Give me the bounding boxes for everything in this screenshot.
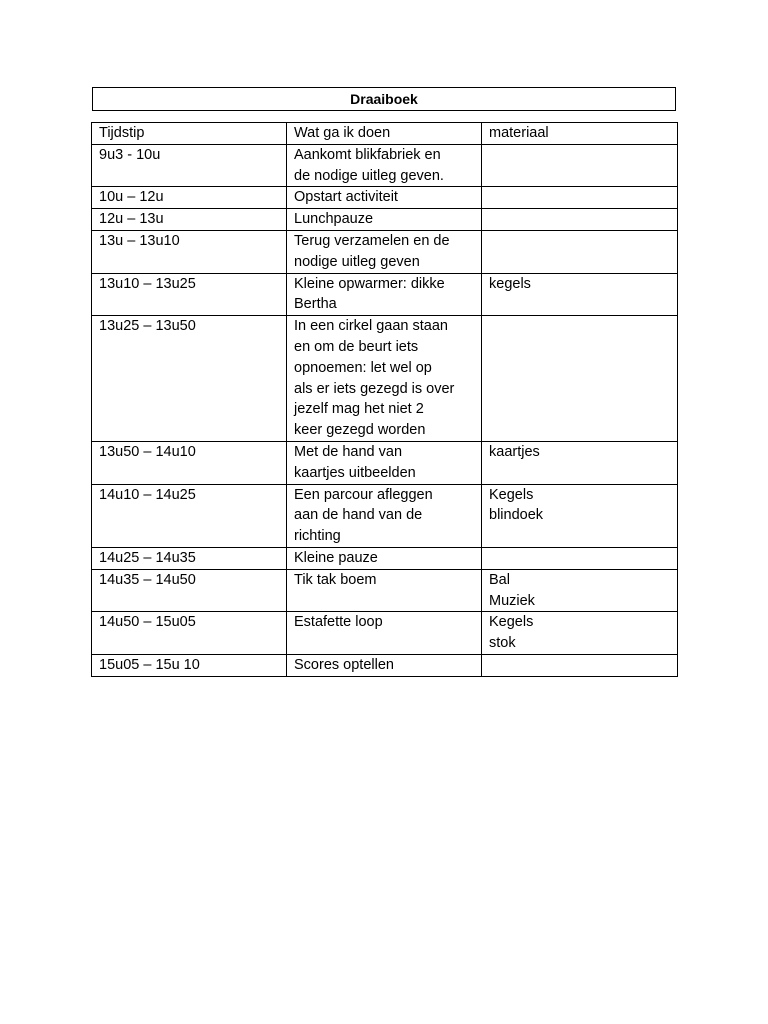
cell-time: 13u10 – 13u25 bbox=[92, 273, 287, 316]
cell-activity: Met de hand van kaartjes uitbeelden bbox=[287, 441, 482, 484]
table-row bbox=[92, 441, 678, 484]
cell-time: 10u – 12u bbox=[92, 187, 287, 209]
document-title: Draaiboek bbox=[92, 87, 676, 111]
cell-material bbox=[482, 209, 678, 231]
cell-material: Bal Muziek bbox=[482, 569, 678, 612]
cell-time: 9u3 - 10u bbox=[92, 144, 287, 187]
cell-material bbox=[482, 316, 678, 442]
table-row bbox=[92, 612, 678, 655]
cell-time: 14u35 – 14u50 bbox=[92, 569, 287, 612]
cell-time: 14u10 – 14u25 bbox=[92, 484, 287, 547]
cell-activity: Aankomt blikfabriek en de nodige uitleg geven. bbox=[287, 144, 482, 187]
cell-material bbox=[482, 654, 678, 676]
header-activity: Wat ga ik doen bbox=[287, 123, 482, 145]
cell-material bbox=[482, 187, 678, 209]
cell-time: 15u05 – 15u 10 bbox=[92, 654, 287, 676]
cell-time: 13u25 – 13u50 bbox=[92, 316, 287, 442]
table-row bbox=[92, 547, 678, 569]
cell-activity: Tik tak boem bbox=[287, 569, 482, 612]
cell-material: Kegels blindoek bbox=[482, 484, 678, 547]
table-row bbox=[92, 209, 678, 231]
cell-time: 13u50 – 14u10 bbox=[92, 441, 287, 484]
cell-material bbox=[482, 144, 678, 187]
table-body bbox=[92, 144, 678, 676]
table-row bbox=[92, 273, 678, 316]
cell-activity: Opstart activiteit bbox=[287, 187, 482, 209]
cell-time: 14u25 – 14u35 bbox=[92, 547, 287, 569]
table-header-row bbox=[92, 123, 678, 145]
cell-time: 12u – 13u bbox=[92, 209, 287, 231]
table-row bbox=[92, 484, 678, 547]
cell-activity: In een cirkel gaan staan en om de beurt iets opnoemen: let wel op als er iets gezegd is over jezelf mag het niet 2 keer gezegd worden bbox=[287, 316, 482, 442]
cell-activity: Scores optellen bbox=[287, 654, 482, 676]
cell-activity: Een parcour afleggen aan de hand van de richting bbox=[287, 484, 482, 547]
header-time: Tijdstip bbox=[92, 123, 287, 145]
table-row bbox=[92, 230, 678, 273]
cell-material bbox=[482, 547, 678, 569]
cell-time: 14u50 – 15u05 bbox=[92, 612, 287, 655]
schedule-table bbox=[91, 122, 678, 677]
table-row bbox=[92, 187, 678, 209]
cell-activity: Estafette loop bbox=[287, 612, 482, 655]
table-row bbox=[92, 316, 678, 442]
cell-activity: Terug verzamelen en de nodige uitleg geven bbox=[287, 230, 482, 273]
header-material: materiaal bbox=[482, 123, 678, 145]
table-row bbox=[92, 569, 678, 612]
table-row bbox=[92, 654, 678, 676]
cell-activity: Kleine opwarmer: dikke Bertha bbox=[287, 273, 482, 316]
cell-time: 13u – 13u10 bbox=[92, 230, 287, 273]
cell-activity: Kleine pauze bbox=[287, 547, 482, 569]
cell-material: Kegels stok bbox=[482, 612, 678, 655]
cell-material: kaartjes bbox=[482, 441, 678, 484]
cell-material bbox=[482, 230, 678, 273]
table-row bbox=[92, 144, 678, 187]
cell-material: kegels bbox=[482, 273, 678, 316]
cell-activity: Lunchpauze bbox=[287, 209, 482, 231]
